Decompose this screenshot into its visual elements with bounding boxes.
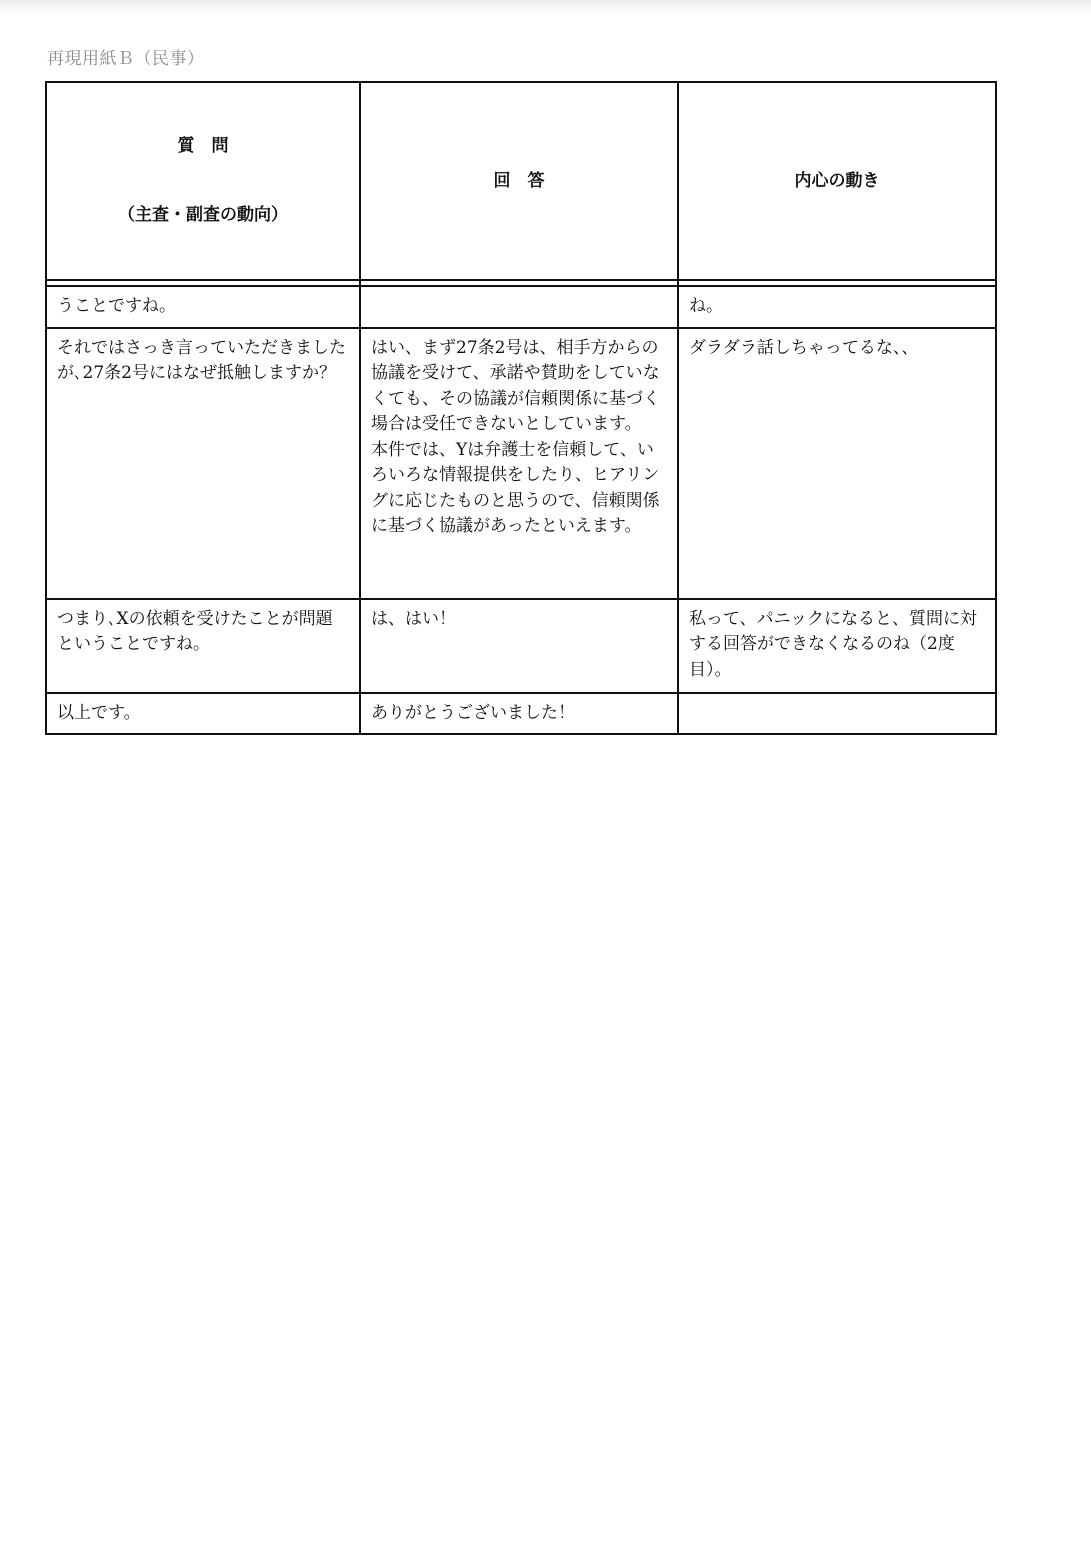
table-header-row	[46, 82, 996, 280]
header-inner-thoughts: 内心の動き	[678, 82, 996, 280]
inner-cell: ダラダラ話しちゃってるな、、	[678, 328, 996, 599]
table-row	[46, 286, 996, 328]
answer-cell: は、はい！	[360, 599, 678, 693]
table-row	[46, 599, 996, 693]
header-answer: 回 答	[360, 82, 678, 280]
table-row	[46, 328, 996, 599]
table-row	[46, 693, 996, 735]
answer-cell: はい、まず27条2号は、相手方からの協議を受けて、承諾や賛助をしていなくても、その協議が信頼関係に基づく場合は受任できないとしています。 本件では、Yは弁護士を信頼して、いろいろな情報提供をしたり、ヒアリングに応じたものと思うので、信頼関係に基づく協議があったといえます。	[360, 328, 678, 599]
header-question	[46, 82, 360, 280]
answer-cell	[360, 286, 678, 328]
inner-cell	[678, 693, 996, 735]
header-question-line1: 質 問	[177, 136, 229, 156]
question-cell: 以上です。	[46, 693, 360, 735]
header-question-line2: （主査・副査の動向）	[118, 205, 288, 225]
inner-cell: 私って、パニックになると、質問に対する回答ができなくなるのね（2度目）。	[678, 599, 996, 693]
question-cell: それではさっき言っていただきましたが､27条2号にはなぜ抵触しますか？	[46, 328, 360, 599]
answer-cell: ありがとうございました！	[360, 693, 678, 735]
question-cell: つまり､Xの依頼を受けたことが問題ということですね。	[46, 599, 360, 693]
question-cell: うことですね。	[46, 286, 360, 328]
qa-record-table	[45, 81, 997, 735]
inner-cell: ね。	[678, 286, 996, 328]
top-edge-shadow	[0, 0, 1091, 14]
document-label: 再現用紙Ｂ（民事）	[47, 49, 205, 69]
